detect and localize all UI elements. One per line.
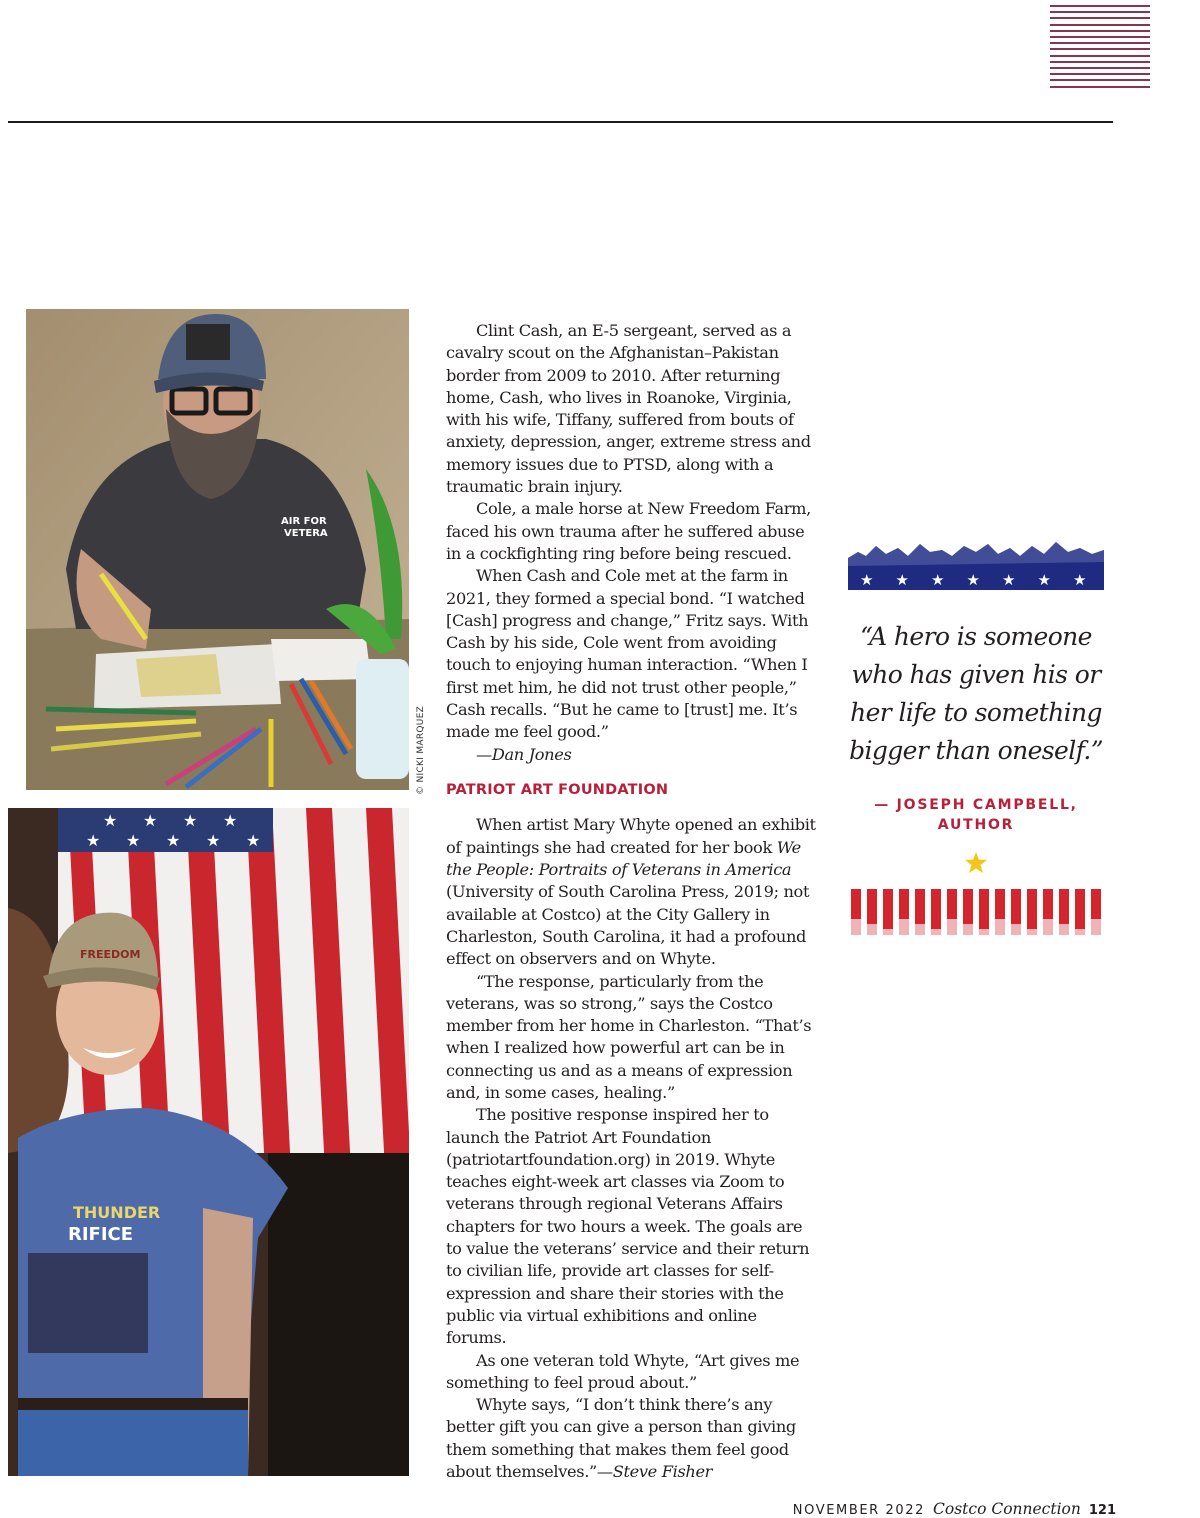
paragraph-foundation: The positive response inspired her to launch the Patriot Art Foundation (patriotartfoundation.org) in 2019. Whyte teaches eight-week art classes via Zoom to veterans through regional Veterans Affairs chapters for two hours a week. The goals are to value the veterans’ service and their return to civilian life, provide art classes for self-expression and share their stories with the public via virtual exhibitions and online forums. bbox=[446, 1105, 810, 1348]
header-rule bbox=[8, 121, 1113, 123]
svg-text:★: ★ bbox=[143, 811, 158, 830]
corner-stripe-line bbox=[1050, 36, 1150, 38]
veteran-drawing-illustration bbox=[26, 309, 409, 790]
svg-text:★: ★ bbox=[860, 571, 874, 589]
pull-quote-text: “A hero is someone who has given his or her life to something bigger than oneself.” bbox=[849, 622, 1103, 765]
svg-text:FREEDOM: FREEDOM bbox=[80, 948, 141, 961]
paragraph-text: When artist Mary Whyte opened an exhibit of paintings she had created for her book bbox=[446, 815, 816, 857]
svg-text:★: ★ bbox=[166, 831, 181, 850]
svg-text:★: ★ bbox=[931, 571, 945, 589]
svg-text:★: ★ bbox=[126, 831, 141, 850]
pull-quote-sidebar bbox=[848, 540, 1104, 935]
byline-steve-fisher: —Steve Fisher bbox=[596, 1462, 713, 1482]
page-footer bbox=[793, 1500, 1116, 1518]
corner-stripe-line bbox=[1050, 24, 1150, 26]
corner-stripe-line bbox=[1050, 30, 1150, 32]
book-title: We the People: Portraits of Veterans in America bbox=[446, 837, 801, 880]
photo-credit: © NICKI MARQUEZ bbox=[416, 705, 426, 795]
paragraph-text: Whyte says, “I don’t think there’s any better gift you can give a person than giving them something that makes them feel good about themselves.” bbox=[446, 1395, 796, 1482]
byline-dan-jones: —Dan Jones bbox=[476, 744, 572, 764]
corner-stripe-line bbox=[1050, 48, 1150, 50]
star-icon bbox=[964, 851, 988, 875]
corner-stripe-line bbox=[1050, 5, 1150, 7]
svg-text:★: ★ bbox=[206, 831, 221, 850]
svg-text:★: ★ bbox=[1002, 571, 1016, 589]
paragraph-mary-whyte bbox=[446, 814, 816, 970]
corner-stripe-line bbox=[1050, 11, 1150, 13]
red-stripes-graphic bbox=[848, 889, 1104, 935]
paragraph-veteran-quote: As one veteran told Whyte, “Art gives me something to feel proud about.” bbox=[446, 1350, 800, 1392]
corner-stripe-line bbox=[1050, 17, 1150, 19]
svg-text:THUNDER: THUNDER bbox=[73, 1203, 161, 1222]
blue-stars-band bbox=[848, 540, 1104, 590]
corner-stripes-decoration bbox=[1050, 5, 1150, 95]
svg-text:★: ★ bbox=[86, 831, 101, 850]
corner-stripe-line bbox=[1050, 86, 1150, 88]
article-body bbox=[446, 320, 816, 1483]
red-stripes-band bbox=[848, 889, 1104, 935]
issue-date: NOVEMBER 2022 bbox=[792, 1503, 926, 1518]
corner-stripe-line bbox=[1050, 55, 1150, 57]
photo-veteran-drawing bbox=[26, 309, 409, 790]
veteran-horse-flag-illustration bbox=[8, 808, 409, 1476]
paragraph-response: “The response, particularly from the veterans, was so strong,” says the Costco member from her home in Charleston. “That’s when I realized how powerful art can be in connecting us and as a means of expression and, in some cases, healing.” bbox=[446, 971, 812, 1102]
svg-text:★: ★ bbox=[895, 571, 909, 589]
corner-stripe-line bbox=[1050, 73, 1150, 75]
corner-stripe-line bbox=[1050, 42, 1150, 44]
corner-stripe-line bbox=[1050, 61, 1150, 63]
svg-text:★: ★ bbox=[183, 811, 198, 830]
svg-text:RIFICE: RIFICE bbox=[68, 1224, 134, 1245]
paragraph-text: (University of South Carolina Press, 2019; not available at Costco) at the City Gallery in Charleston, South Carolina, it had a profound effect on observers and on Whyte. bbox=[446, 882, 810, 969]
stars-band-graphic bbox=[848, 540, 1104, 590]
svg-text:★: ★ bbox=[103, 811, 118, 830]
svg-text:★: ★ bbox=[223, 811, 238, 830]
magazine-title: Costco Connection bbox=[933, 1500, 1081, 1518]
svg-text:VETERA: VETERA bbox=[284, 528, 328, 539]
svg-text:★: ★ bbox=[1073, 571, 1087, 589]
paragraph-bond: When Cash and Cole met at the farm in 2021, they formed a special bond. “I watched [Cash] progress and change,” Fritz says. With Cash by his side, Cole went from avoiding touch to enjoying human interaction. “When I first met him, he did not trust other people,” Cash recalls. “But he came to [trust] me. It’s made me feel good.” bbox=[446, 566, 809, 742]
paragraph-whyte-says bbox=[446, 1394, 816, 1483]
photo-veteran-with-horse bbox=[8, 808, 409, 1476]
paragraph-cole-horse: Cole, a male horse at New Freedom Farm, faced his own trauma after he suffered abuse in a cockfighting ring before being rescued. bbox=[446, 499, 811, 563]
svg-text:★: ★ bbox=[1037, 571, 1051, 589]
quote-attribution: — JOSEPH CAMPBELL, AUTHOR bbox=[874, 797, 1078, 833]
corner-stripe-line bbox=[1050, 67, 1150, 69]
corner-stripe-line bbox=[1050, 79, 1150, 81]
svg-text:★: ★ bbox=[246, 831, 261, 850]
paragraph-clint-cash: Clint Cash, an E-5 sergeant, served as a cavalry scout on the Afghanistan–Pakistan border from 2009 to 2010. After returning home, Cash, who lives in Roanoke, Virginia, with his wife, Tiffany, suffered from bouts of anxiety, depression, anger, extreme stress and memory issues due to PTSD, along with a traumatic brain injury. bbox=[446, 321, 811, 497]
page-number: 121 bbox=[1088, 1503, 1116, 1518]
svg-text:AIR FOR: AIR FOR bbox=[281, 516, 327, 527]
svg-text:★: ★ bbox=[966, 571, 980, 589]
section-heading-patriot-art: PATRIOT ART FOUNDATION bbox=[446, 781, 669, 798]
